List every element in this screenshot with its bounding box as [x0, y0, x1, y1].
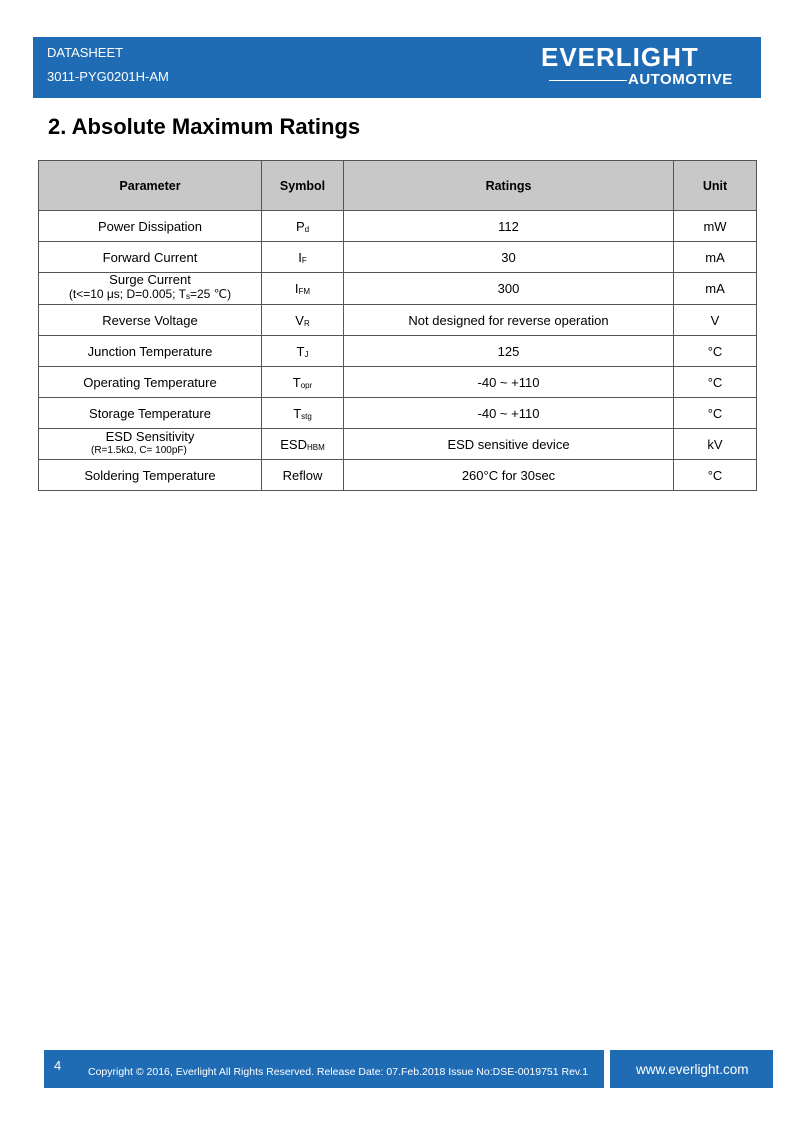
- symbol-main: P: [295, 218, 305, 234]
- symbol-main: I: [298, 249, 302, 265]
- symbol-main: T: [292, 374, 301, 390]
- page-footer: [44, 1050, 773, 1088]
- absolute-max-ratings-table: [38, 160, 757, 491]
- unit-cell: mA: [674, 273, 757, 305]
- table-row: [39, 273, 757, 305]
- unit-cell: V: [674, 305, 757, 336]
- rating-cell: -40 ~ +110: [344, 398, 674, 429]
- symbol-main: T: [293, 405, 302, 421]
- parameter-cell: Reverse Voltage: [39, 305, 262, 336]
- symbol-sub: opr: [300, 380, 313, 390]
- parameter-cell: Forward Current: [39, 242, 262, 273]
- header-ratings: Ratings: [344, 161, 674, 211]
- table-row: [39, 398, 757, 429]
- table-row: [39, 367, 757, 398]
- symbol-sub: HBM: [306, 442, 325, 452]
- parameter-cell: Storage Temperature: [39, 398, 262, 429]
- symbol-main: T: [296, 343, 305, 359]
- page-header: [33, 37, 761, 98]
- symbol-cell: [262, 429, 344, 460]
- unit-cell: mW: [674, 211, 757, 242]
- header-symbol: Symbol: [262, 161, 344, 211]
- table-row: [39, 211, 757, 242]
- unit-cell: mA: [674, 242, 757, 273]
- rating-cell: 125: [344, 336, 674, 367]
- parameter-name: Surge Current: [109, 272, 191, 287]
- footer-divider: [604, 1050, 610, 1088]
- parameter-cell: [39, 429, 262, 460]
- website-link[interactable]: www.everlight.com: [636, 1062, 749, 1077]
- copyright-text: Copyright © 2016, Everlight All Rights Reserved. Release Date: 07.Feb.2018 Issue No:DSE-0019751 Rev.1: [88, 1066, 589, 1078]
- table-row: [39, 429, 757, 460]
- symbol-sub: stg: [301, 411, 312, 421]
- symbol-cell: [262, 336, 344, 367]
- page-number: 4: [54, 1058, 62, 1073]
- symbol-main: ESD: [280, 436, 307, 452]
- symbol-sub: d: [304, 224, 310, 234]
- unit-cell: °C: [674, 460, 757, 491]
- doc-type-label: DATASHEET: [47, 45, 124, 60]
- part-number: 3011-PYG0201H-AM: [47, 69, 169, 84]
- symbol-sub: R: [303, 318, 310, 328]
- condition-text-b: =25 ℃): [189, 287, 232, 301]
- parameter-condition: [39, 287, 261, 304]
- symbol-main: Reflow: [282, 467, 323, 483]
- rating-cell: -40 ~ +110: [344, 367, 674, 398]
- symbol-sub: F: [301, 255, 307, 265]
- symbol-cell: [262, 211, 344, 242]
- table-header-row: [39, 161, 757, 211]
- symbol-sub: J: [304, 349, 309, 359]
- logo-sub: AUTOMOTIVE: [628, 71, 733, 88]
- unit-cell: °C: [674, 398, 757, 429]
- rating-cell: 300: [344, 273, 674, 305]
- rating-cell: 260°C for 30sec: [344, 460, 674, 491]
- unit-cell: °C: [674, 367, 757, 398]
- table-row: [39, 305, 757, 336]
- parameter-name: ESD Sensitivity: [105, 429, 195, 444]
- symbol-cell: [262, 398, 344, 429]
- symbol-cell: [262, 460, 344, 491]
- symbol-cell: [262, 367, 344, 398]
- condition-text-a: (t<=10 μs; D=0.005; T: [68, 287, 186, 301]
- section-title: 2. Absolute Maximum Ratings: [48, 114, 361, 139]
- table-row: [39, 242, 757, 273]
- symbol-cell: [262, 273, 344, 305]
- symbol-main: I: [294, 281, 299, 296]
- table-row: [39, 336, 757, 367]
- logo-brand: EVERLIGHT: [541, 42, 699, 72]
- everlight-logo: [531, 37, 761, 98]
- rating-cell: 30: [344, 242, 674, 273]
- symbol-sub: FM: [298, 287, 311, 296]
- logo-rule: [549, 80, 627, 81]
- unit-cell: kV: [674, 429, 757, 460]
- symbol-cell: [262, 305, 344, 336]
- parameter-cell: Operating Temperature: [39, 367, 262, 398]
- header-parameter: Parameter: [39, 161, 262, 211]
- parameter-cell: Power Dissipation: [39, 211, 262, 242]
- parameter-cell: Soldering Temperature: [39, 460, 262, 491]
- parameter-condition: (R=1.5kΩ, C= 100pF): [91, 445, 187, 456]
- parameter-cell: [39, 273, 262, 305]
- rating-cell: Not designed for reverse operation: [344, 305, 674, 336]
- unit-cell: °C: [674, 336, 757, 367]
- symbol-main: V: [295, 312, 304, 328]
- rating-cell: ESD sensitive device: [344, 429, 674, 460]
- symbol-cell: [262, 242, 344, 273]
- table-row: [39, 460, 757, 491]
- header-unit: Unit: [674, 161, 757, 211]
- condition-sub: s: [185, 292, 190, 301]
- rating-cell: 112: [344, 211, 674, 242]
- parameter-cell: Junction Temperature: [39, 336, 262, 367]
